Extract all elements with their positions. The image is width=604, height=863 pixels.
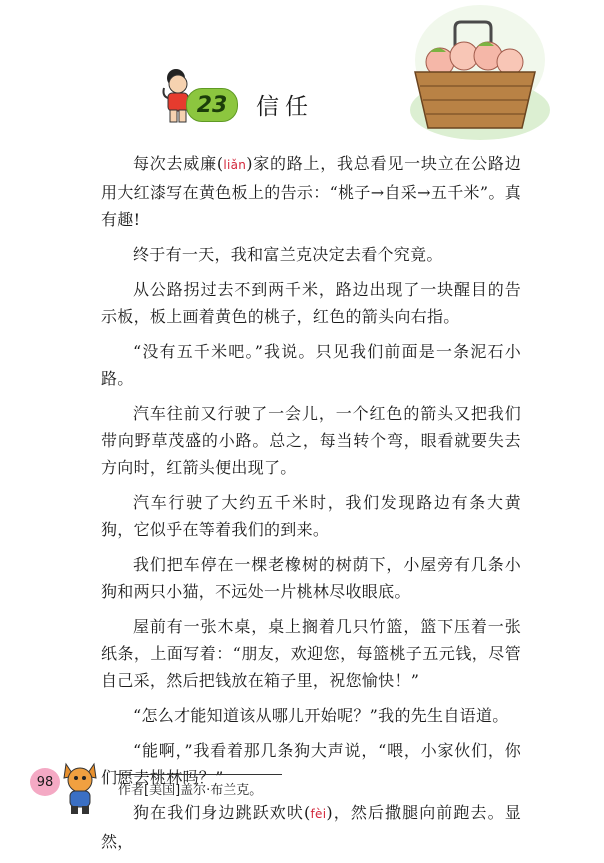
author-footnote: 作者[美国]盖尔·布兰克。 [118,783,263,798]
lesson-number-badge [186,88,238,122]
paragraph: “没有五千米吧。”我说。只见我们前面是一条泥石小路。 [101,342,521,388]
page-title: 信任 [256,94,314,120]
lesson-number: 23 [196,92,228,118]
paragraph: 从公路拐过去不到两千米，路边出现了一块醒目的告示板，板上画着黄色的桃子，红色的箭头向右指。 [101,280,521,326]
pinyin-annotation: fèi [310,807,327,821]
paragraph: 汽车行驶了大约五千米时，我们发现路边有条大黄狗，它似乎在等着我们的到来。 [101,493,521,539]
paragraph: 终于有一天，我和富兰克决定去看个究竟。 [133,245,443,264]
paragraph: “能啊，”我看着那几条狗大声说，“喂，小家伙们，你们愿去桃林吗？” [101,741,521,787]
paragraph: 汽车往前又行驶了一会儿，一个红色的箭头又把我们带向野草茂盛的小路。总之，每当转个弯，眼看就要失去方向时，红箭头便出现了。 [101,404,521,477]
page-number-badge [30,768,60,796]
article-body [101,150,521,863]
paragraph: 我们把车停在一棵老橡树的树荫下，小屋旁有几条小狗和两只小猫，不远处一片桃林尽收眼底。 [101,555,521,601]
paragraph: 屋前有一张木桌，桌上搁着几只竹篮，篮下压着一张纸条，上面写着：“朋友，欢迎您，每篮桃子五元钱，尽管自己采，然后把钱放在箱子里，祝您愉快！” [101,617,521,690]
fox-mascot-icon [58,760,102,816]
pinyin-annotation: liǎn [223,158,247,172]
page-number: 98 [36,774,54,790]
paragraph: 每次去威廉(liǎn)家的路上，我总看见一块立在公路边用大红漆写在黄色板上的告示：“桃子→自采→五千米”。真有趣! [101,154,521,229]
paragraph: 狗在我们身边跳跃欢吠(fèi)，然后撒腿向前跑去。显然， [101,803,521,851]
footnote-divider [116,774,282,775]
page-footer [0,760,604,820]
lesson-header [0,0,604,140]
paragraph: “怎么才能知道该从哪儿开始呢？”我的先生自语道。 [133,706,509,725]
peach-basket-icon [360,0,550,140]
